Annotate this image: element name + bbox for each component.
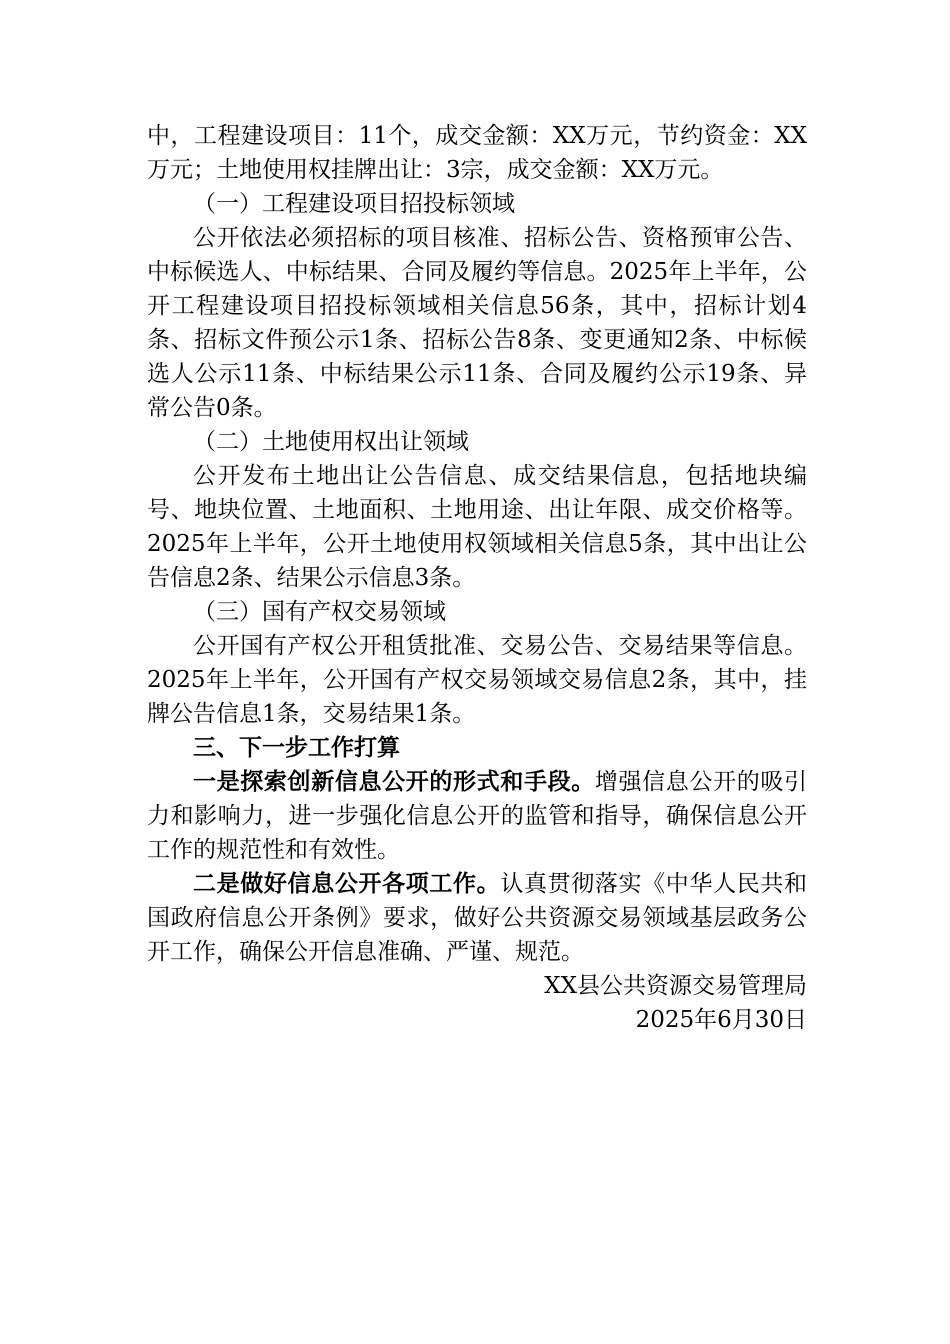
part-three-heading: 三、下一步工作打算 xyxy=(193,734,400,761)
signature-org: XX县公共资源交易管理局 xyxy=(544,973,807,999)
section-1-heading: （一）工程建设项目招投标领域 xyxy=(193,191,515,217)
plan-2-text: 认真贯彻落实《中华人民共和国政府信息公开条例》要求，做好公共资源交易领域基层政务公开工作，确保公开信息准确、严谨、规范。 xyxy=(147,871,808,965)
section-3-paragraph: 公开国有产权公开租赁批准、交易公告、交易结果等信息。2025年上半年，公开国有产权交易领域交易信息2条，其中，挂牌公告信息1条，交易结果1条。 xyxy=(147,633,807,727)
section-3-heading: （三）国有产权交易领域 xyxy=(193,599,446,625)
plan-1-text: 增强信息公开的吸引力和影响力，进一步强化信息公开的监管和指导，确保信息公开工作的规范性和有效性。 xyxy=(147,769,808,863)
section-1-paragraph: 公开依法必须招标的项目核准、招标公告、资格预审公告、中标候选人、中标结果、合同及履约等信息。2025年上半年，公开工程建设项目招投标领域相关信息56条，其中，招标计划4条、招标文件预公示1条、招标公告8条、变更通知2条、中标候选人公示11条、中标结果公示11条、合同及履约公示19条、异常公告0条。 xyxy=(147,225,807,421)
section-2-heading: （二）土地使用权出让领域 xyxy=(193,429,469,455)
plan-1-paragraph xyxy=(147,765,807,867)
document-body xyxy=(147,119,807,1037)
signature-date: 2025年6月30日 xyxy=(635,1007,807,1033)
section-2-paragraph: 公开发布土地出让公告信息、成交结果信息，包括地块编号、地块位置、土地面积、土地用途、出让年限、成交价格等。2025年上半年，公开土地使用权领域相关信息5条，其中出让公告信息2条、结果公示信息3条。 xyxy=(147,463,807,591)
plan-1-lead: 一是探索创新信息公开的形式和手段。 xyxy=(193,768,595,795)
plan-2-lead: 二是做好信息公开各项工作。 xyxy=(193,870,501,897)
intro-paragraph: 中，工程建设项目：11个，成交金额：XX万元，节约资金：XX万元；土地使用权挂牌出让：3宗，成交金额：XX万元。 xyxy=(147,123,807,183)
plan-2-paragraph xyxy=(147,867,807,969)
